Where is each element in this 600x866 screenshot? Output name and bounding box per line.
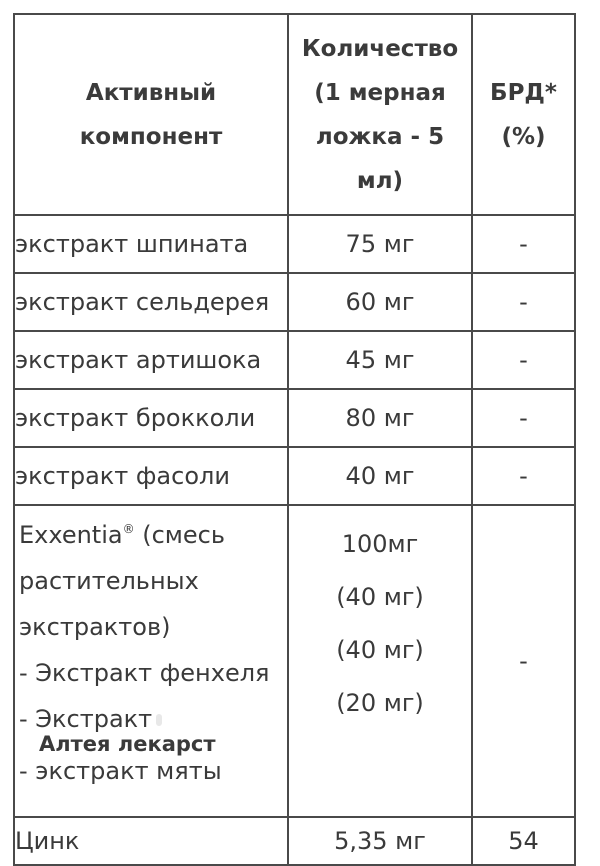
component-name: экстракт шпината xyxy=(14,215,288,273)
blend-quantity: 100мг xyxy=(341,530,419,558)
header-component-line: Активный xyxy=(85,79,217,106)
component-quantity: 5,35 мг xyxy=(288,817,472,865)
blend-name-cell xyxy=(14,505,288,817)
blend-subcomponent-label: - Экстракт xyxy=(19,705,153,733)
component-rda: - xyxy=(472,389,575,447)
header-component xyxy=(14,14,288,215)
component-name: экстракт фасоли xyxy=(14,447,288,505)
blend-quantity: (40 мг) xyxy=(336,636,424,664)
blend-subcomponent: - экстракт мяты xyxy=(19,757,222,785)
table-row xyxy=(14,389,575,447)
header-rda-line: (%) xyxy=(501,123,546,150)
component-rda: - xyxy=(472,273,575,331)
blend-quantities xyxy=(289,506,471,730)
blend-quantity: (20 мг) xyxy=(336,689,424,717)
header-quantity-line: Количество xyxy=(301,35,459,62)
component-rda: - xyxy=(472,215,575,273)
blend-quantity-cell xyxy=(288,505,472,817)
component-quantity: 40 мг xyxy=(288,447,472,505)
component-name: экстракт брокколи xyxy=(14,389,288,447)
header-quantity-line: ложка - 5 xyxy=(315,123,445,150)
component-name: экстракт сельдерея xyxy=(14,273,288,331)
component-rda: 54 xyxy=(472,817,575,865)
blend-line: экстрактов) xyxy=(19,613,171,641)
table-row-blend xyxy=(14,505,575,817)
blend-subcomponent: - Экстракт фенхеля xyxy=(19,659,270,687)
component-rda: - xyxy=(472,331,575,389)
blend-line xyxy=(19,506,287,558)
registered-mark: ® xyxy=(122,522,135,536)
component-quantity: 75 мг xyxy=(288,215,472,273)
component-quantity: 80 мг xyxy=(288,389,472,447)
blend-brand: Exxentia xyxy=(19,521,123,549)
header-quantity-line: мл) xyxy=(356,167,404,194)
blend-line: растительных xyxy=(19,567,199,595)
component-name: Цинк xyxy=(14,817,288,865)
component-name: экстракт артишока xyxy=(14,331,288,389)
header-component-line: компонент xyxy=(79,123,223,150)
blend-rda: - xyxy=(472,505,575,817)
component-rda: - xyxy=(472,447,575,505)
faded-mark-icon xyxy=(156,714,162,726)
blend-name xyxy=(15,506,287,816)
blend-subcomponent-overlay: Алтея лекарст xyxy=(39,732,216,756)
header-rda-line: БРД* xyxy=(490,79,557,106)
blend-name-rest: (смесь xyxy=(134,521,225,549)
table-row xyxy=(14,447,575,505)
table-row xyxy=(14,273,575,331)
table-header-row xyxy=(14,14,575,215)
blend-quantity: (40 мг) xyxy=(336,583,424,611)
header-rda xyxy=(472,14,575,215)
table-row xyxy=(14,331,575,389)
header-quantity xyxy=(288,14,472,215)
component-quantity: 60 мг xyxy=(288,273,472,331)
table-row xyxy=(14,817,575,865)
header-quantity-line: (1 мерная xyxy=(314,79,446,106)
nutrition-table xyxy=(13,13,576,866)
table-row xyxy=(14,215,575,273)
component-quantity: 45 мг xyxy=(288,331,472,389)
